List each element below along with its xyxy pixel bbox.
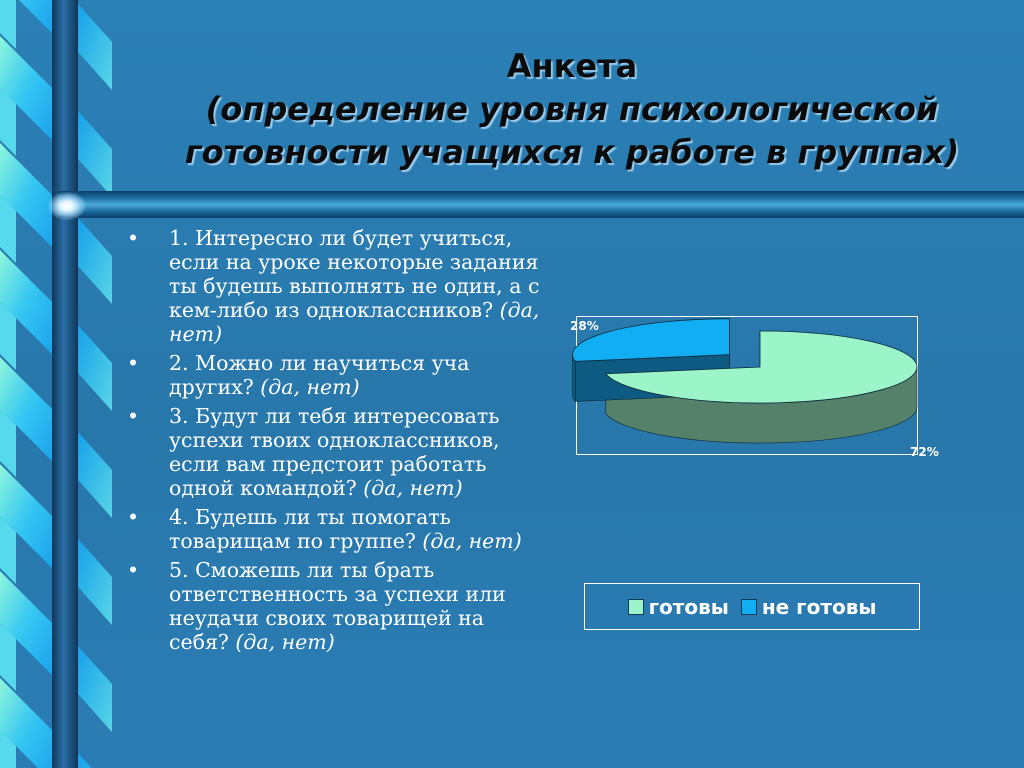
data-label-ready: 72% [910, 445, 939, 459]
question-text: 4. Будешь ли ты помогать товарищам по группе? [169, 505, 451, 553]
ribbon-back-segment [78, 325, 112, 411]
answer-options: (да, нет) [169, 298, 540, 346]
ribbon-back-segment [78, 4, 112, 90]
bullet: • [127, 404, 140, 428]
question-text: 2. Можно ли научиться уча других? [169, 351, 470, 399]
question-item [127, 226, 547, 346]
pie-chart [560, 305, 940, 470]
bullet: • [127, 351, 140, 375]
legend-item-ready [628, 595, 729, 619]
ribbon-back-segment [78, 646, 112, 732]
ribbon-back-segment [78, 753, 112, 768]
legend-label-ready: готовы [648, 594, 729, 619]
chart-legend [584, 583, 920, 630]
question-item [127, 558, 547, 654]
answer-options: (да, нет) [260, 375, 360, 399]
legend-swatch-ready [628, 599, 644, 615]
title-line-1: Анкета [506, 47, 638, 85]
question-text: 1. Интересно ли будет учиться, если на уроке некоторые задания ты будешь выполнять не один, а с кем-либо из одноклассников? [169, 226, 540, 322]
divider-glow [48, 192, 86, 220]
slide-title [120, 45, 1024, 174]
ribbon-back-segment [78, 218, 112, 304]
title-line-3: готовности учащихся к работе в группах) [184, 133, 960, 171]
question-item [127, 505, 547, 553]
question-item [127, 404, 547, 500]
questionnaire-list [127, 226, 547, 659]
bullet: • [127, 558, 140, 582]
legend-item-not-ready [741, 595, 877, 619]
question-text: 3. Будут ли тебя интересовать успехи твоих одноклассников, если вам предстоит работать одной командой? [169, 404, 500, 500]
answer-options: (да, нет) [235, 630, 335, 654]
ribbon-back-segment [78, 539, 112, 625]
answer-options: (да, нет) [422, 529, 522, 553]
data-label-not-ready: 28% [570, 319, 599, 333]
bullet: • [127, 505, 140, 529]
title-line-2: (определение уровня психологической [205, 90, 939, 128]
pie-slice-side [572, 355, 575, 402]
ribbon-pole [52, 0, 78, 768]
legend-label-not-ready: не готовы [761, 594, 877, 619]
bullet: • [127, 226, 140, 250]
question-text: 5. Сможешь ли ты брать ответственность за успехи или неудачи своих товарищей на себя? [169, 558, 506, 654]
answer-options: (да, нет) [363, 476, 463, 500]
legend-swatch-not-ready [741, 599, 757, 615]
decorative-ribbon [0, 0, 112, 768]
ribbon-back-segment [78, 111, 112, 197]
ribbon-back-segment [78, 432, 112, 518]
title-divider [58, 191, 1024, 218]
question-item [127, 351, 547, 399]
